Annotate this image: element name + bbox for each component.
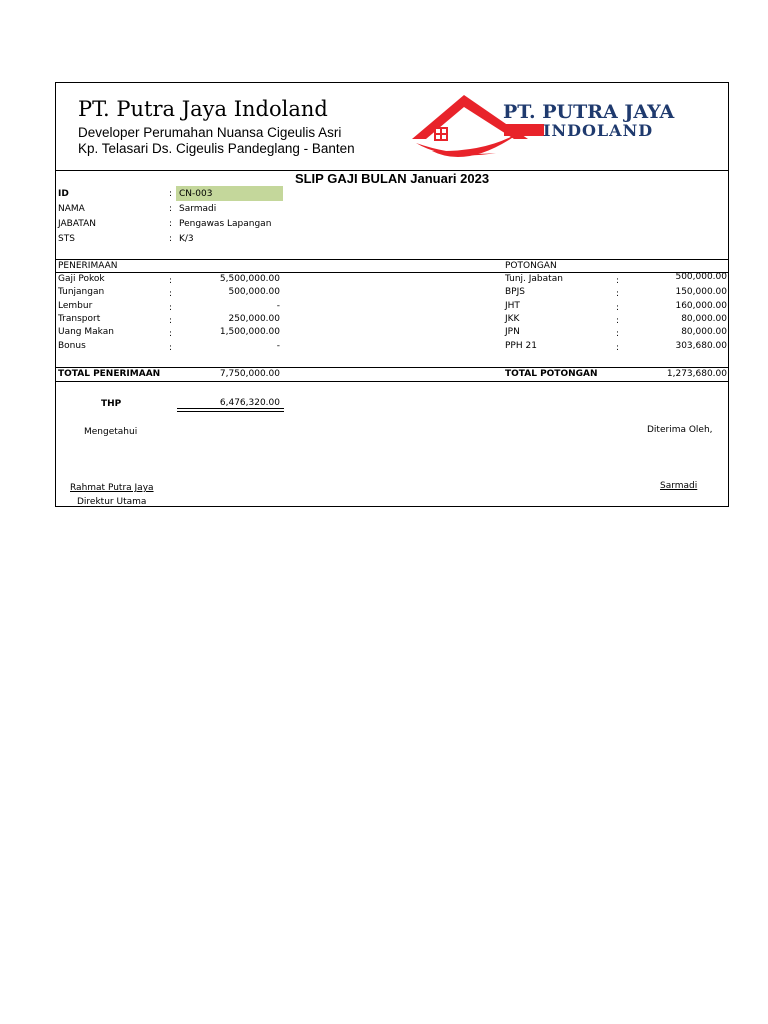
potongan-label: JPN: [505, 327, 520, 337]
potongan-colon: :: [616, 303, 620, 313]
penerimaan-header: PENERIMAAN: [58, 261, 118, 271]
penerimaan-value: -: [276, 301, 280, 311]
employee-label-sts: STS: [58, 234, 75, 244]
company-address-line1: Developer Perumahan Nuansa Cigeulis Asri: [78, 125, 342, 140]
penerimaan-colon: :: [169, 276, 173, 286]
potongan-header: POTONGAN: [505, 261, 557, 271]
potongan-colon: :: [616, 316, 620, 326]
potongan-colon: :: [616, 343, 620, 353]
penerimaan-colon: :: [169, 316, 173, 326]
penerimaan-value: 250,000.00: [228, 314, 280, 324]
sign-left-caption: Mengetahui: [84, 427, 138, 437]
thp-label: THP: [101, 399, 122, 409]
potongan-value: 303,680.00: [675, 341, 727, 351]
employee-value-nama: Sarmadi: [179, 204, 217, 214]
sign-left-title: Direktur Utama: [77, 497, 147, 507]
penerimaan-value: 500,000.00: [228, 287, 280, 297]
info-divider: [56, 259, 728, 260]
logo-brand-line1: PT. PUTRA JAYA: [503, 101, 675, 123]
total-penerimaan-label: TOTAL PENERIMAAN: [58, 369, 161, 379]
sign-right-caption: Diterima Oleh,: [647, 425, 713, 435]
penerimaan-label: Transport: [58, 314, 101, 324]
sign-left-name: Rahmat Putra Jaya: [70, 483, 154, 493]
penerimaan-colon: :: [169, 329, 173, 339]
penerimaan-value: -: [276, 341, 280, 351]
total-potongan-label: TOTAL POTONGAN: [505, 369, 598, 379]
salary-slip: [55, 82, 729, 507]
employee-colon: :: [169, 234, 173, 244]
employee-label-jabatan: JABATAN: [58, 219, 96, 229]
penerimaan-label: Bonus: [58, 341, 86, 351]
sign-right-name: Sarmadi: [660, 481, 698, 491]
penerimaan-label: Uang Makan: [58, 327, 114, 337]
potongan-value: 80,000.00: [681, 314, 727, 324]
logo-brand-line2: INDOLAND: [543, 121, 654, 140]
potongan-value: 80,000.00: [681, 327, 727, 337]
penerimaan-colon: :: [169, 303, 173, 313]
company-name: PT. Putra Jaya Indoland: [78, 97, 328, 121]
penerimaan-value: 5,500,000.00: [219, 274, 280, 284]
logo-red-bar: [504, 124, 544, 136]
employee-colon: :: [169, 204, 173, 214]
employee-value-id: CN-003: [179, 189, 213, 199]
total-penerimaan-value: 7,750,000.00: [219, 369, 280, 379]
potongan-label: BPJS: [505, 287, 525, 297]
employee-colon: :: [169, 219, 173, 229]
potongan-label: JKK: [505, 314, 520, 324]
penerimaan-colon: :: [169, 289, 173, 299]
penerimaan-value: 1,500,000.00: [219, 327, 280, 337]
penerimaan-label: Lembur: [58, 301, 93, 311]
totals-top-divider: [56, 367, 728, 368]
employee-value-sts: K/3: [179, 234, 194, 244]
potongan-colon: :: [616, 329, 620, 339]
potongan-value: 160,000.00: [675, 301, 727, 311]
potongan-label: JHT: [505, 301, 520, 311]
totals-bottom-divider: [56, 381, 728, 382]
employee-value-jabatan: Pengawas Lapangan: [179, 219, 272, 229]
potongan-value: 500,000.00: [675, 272, 727, 282]
slip-title: SLIP GAJI BULAN Januari 2023: [294, 171, 490, 186]
thp-underline: [177, 411, 284, 412]
potongan-label: Tunj. Jabatan: [505, 274, 563, 284]
potongan-colon: :: [616, 289, 620, 299]
total-potongan-value: 1,273,680.00: [666, 369, 727, 379]
penerimaan-colon: :: [169, 343, 173, 353]
penerimaan-label: Gaji Pokok: [58, 274, 105, 284]
thp-underline: [177, 408, 284, 409]
potongan-value: 150,000.00: [675, 287, 727, 297]
company-address-line2: Kp. Telasari Ds. Cigeulis Pandeglang - Banten: [78, 141, 355, 156]
employee-label-id: ID: [58, 189, 69, 199]
potongan-colon: :: [616, 276, 620, 286]
employee-colon: :: [169, 189, 173, 199]
employee-label-nama: NAMA: [58, 204, 85, 214]
potongan-label: PPH 21: [505, 341, 537, 351]
penerimaan-label: Tunjangan: [58, 287, 105, 297]
thp-value: 6,476,320.00: [219, 398, 280, 408]
